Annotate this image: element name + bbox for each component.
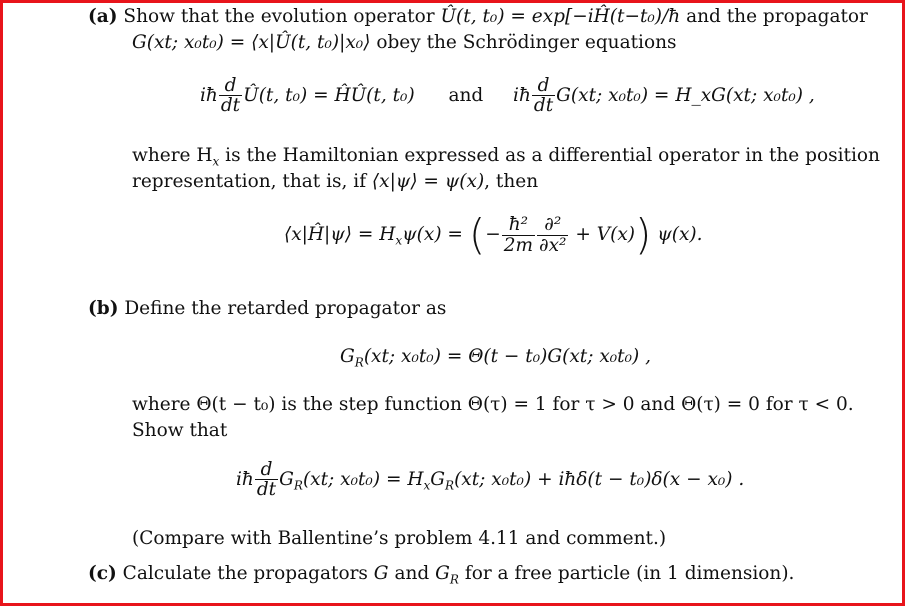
part-b-label: (b) (88, 298, 119, 319)
retarded-propagator-equation: iħ $\frac{d}{dt}$ $G_R(xt$; $x_0t_0) = H_xG_R(xt$; x₀t₀) + iħδ(t − t₀)δ(x − x₀) . (236, 459, 745, 501)
eq1-operator-equation: Û(t, t₀) = ĤÛ(t, t₀) (243, 84, 415, 106)
part-a-text1: Show that the evolution operator (123, 6, 435, 27)
eq1-and: and (448, 84, 484, 106)
left-paren: ( (468, 210, 486, 259)
part-a-line2 (132, 32, 677, 53)
part-a-propagator-def: G(xt; x₀t₀) = ⟨x|Û(t, t₀)|x₀⟩ (132, 32, 371, 53)
hamiltonian-equation: ⟨x|Ĥ|ψ⟩ = $H_x\psi(x)$ = (− $\frac{\text{ħ²}}{2m}$ $\frac{\text{∂²}}{\text{∂x²}}$ + V(x)) ψ(x). (284, 210, 703, 259)
show-that: Show that (132, 420, 228, 441)
part-a-label: (a) (88, 6, 118, 27)
part-a-text2: and the propagator (686, 6, 868, 27)
part-a-line1 (88, 6, 868, 27)
compare-note: (Compare with Ballentine’s problem 4.11 and comment.) (132, 528, 667, 549)
schrodinger-equations (200, 76, 815, 116)
eq1-propagator-equation: G(xt; x₀t₀) = H_xG(xt; x₀t₀) , (556, 84, 815, 106)
eq1-d-dt: $\frac{d}{dt}$ (220, 75, 241, 117)
part-b-line1: (b) Define the retarded propagator as (88, 298, 447, 319)
eq1-ih-2: iħ (513, 84, 531, 106)
step-function-def: where Θ(t − t₀) is the step function Θ(τ) = 1 for τ > 0 and Θ(τ) = 0 for τ < 0. (132, 394, 854, 415)
eq4-d-dt: $\frac{d}{dt}$ (256, 459, 277, 501)
second-derivative: $\frac{\text{∂²}}{\text{∂x²}}$ (539, 214, 567, 256)
right-paren: ) (634, 210, 652, 259)
part-a-where-line2: representation, that is, if ⟨x|ψ⟩ = ψ(x), then (132, 171, 539, 192)
part-c-label: (c) (88, 563, 117, 584)
eq1-d-dt-2: $\frac{d}{dt}$ (533, 75, 554, 117)
hbar-over-2m: $\frac{\text{ħ²}}{2m}$ (503, 214, 534, 256)
part-c-line: (c) Calculate the propagators G and $G_R$ for a free particle (in 1 dimension). (88, 563, 795, 587)
part-a-evolution-operator: Û(t, t₀) = exp[−iĤ(t−t₀)/ħ (440, 6, 681, 27)
retarded-propagator-def: $G_R(xt$; x₀t₀) = Θ(t − t₀)G(xt; x₀t₀) , (340, 346, 652, 370)
part-a-text3: obey the Schrödinger equations (376, 32, 677, 53)
part-a-where-line1: where $H_x$ is the Hamiltonian expressed as a differential operator in the position (132, 145, 880, 169)
eq1-ih: iħ (200, 84, 218, 106)
